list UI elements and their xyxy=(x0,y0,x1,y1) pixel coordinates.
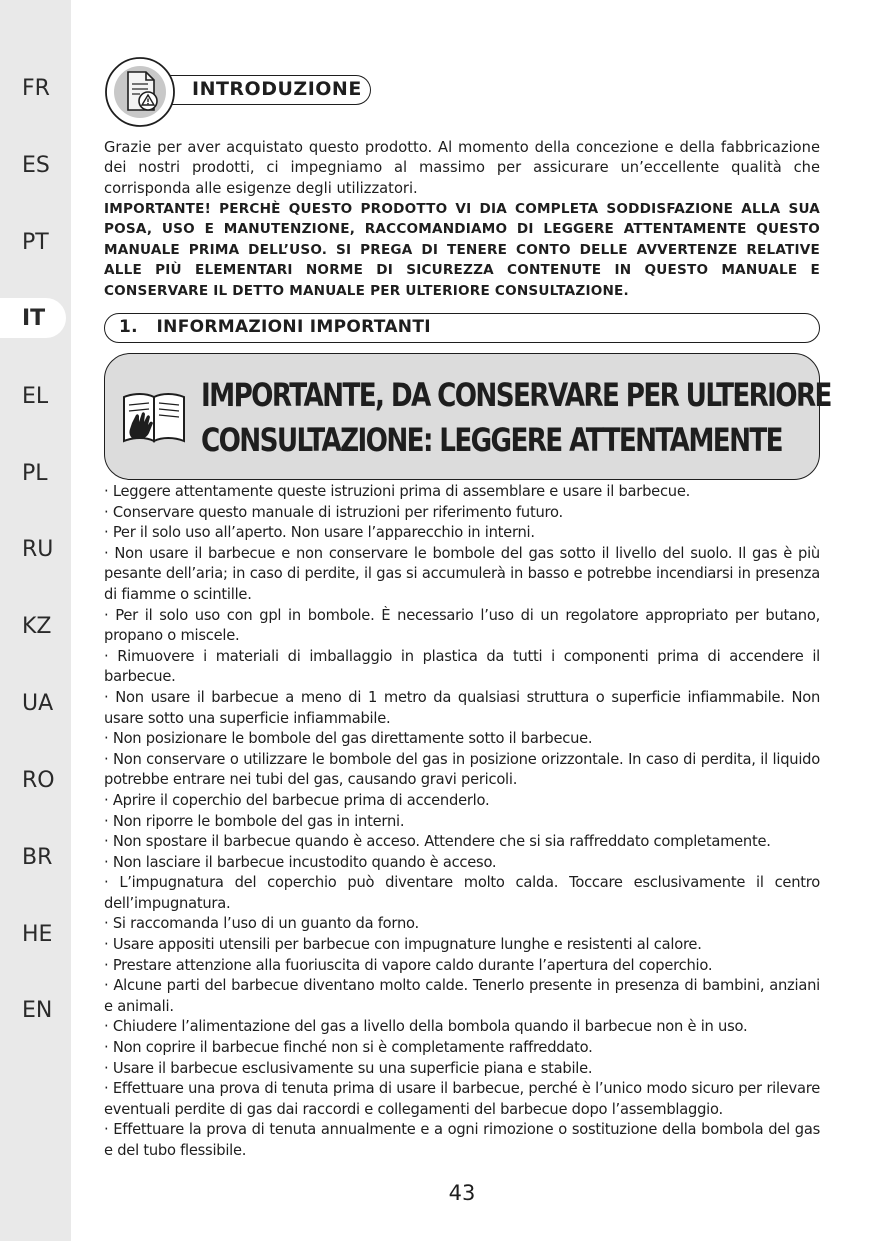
list-item: · Alcune parti del barbecue diventano molto calde. Tenerlo presente in presenza di bambini, anziani e animali. xyxy=(104,977,820,1015)
list-item: · Effettuare una prova di tenuta prima di usare il barbecue, perché è l’unico modo sicuro per rilevare eventuali perdite di gas dai raccordi e collegamenti del barbecue dopo l’assemblaggio. xyxy=(104,1080,820,1118)
document-warning-icon xyxy=(104,56,176,128)
lang-tab-kz[interactable]: KZ xyxy=(22,613,52,639)
list-item: · Effettuare la prova di tenuta annualmente e a ogni rimozione o sostituzione della bombola del gas e del tubo flessibile. xyxy=(104,1121,820,1159)
lang-tab-it[interactable]: IT xyxy=(0,298,66,338)
list-item: · Leggere attentamente queste istruzioni prima di assemblare e usare il barbecue. xyxy=(104,483,691,500)
list-item: · Usare il barbecue esclusivamente su una superficie piana e stabile. xyxy=(104,1059,593,1077)
list-item: · Usare appositi utensili per barbecue con impugnature lunghe e resistenti al calore. xyxy=(104,936,702,954)
list-item: · Non lasciare il barbecue incustodito quando è acceso. xyxy=(104,853,497,871)
list-item: · Conservare questo manuale di istruzioni per riferimento futuro. xyxy=(104,503,563,521)
page-number: 43 xyxy=(448,1181,476,1205)
lang-tab-pt[interactable]: PT xyxy=(22,229,49,255)
warning-line-1: IMPORTANTE, DA CONSERVARE PER ULTERIORE xyxy=(201,376,831,414)
list-item: · Non usare il barbecue e non conservare le bombole del gas sotto il livello del suolo. Il gas è più pesante dell’aria; in caso di perdite, il gas si accumulerà in basso e potrebbe incendiarsi in presenza di fiamme o scintille. xyxy=(104,544,820,603)
intro-important-notice: IMPORTANTE! PERCHÈ QUESTO PRODOTTO VI DIA COMPLETA SODDISFAZIONE ALLA SUA POSA, USO E MANUTENZIONE, RACCOMANDIAMO DI LEGGERE ATTENTAMENTE QUESTO MANUALE PRIMA DELL’USO. SI PREGA DI TENERE CONTO DELLE AVVERTENZE RELATIVE ALLE PIÙ ELEMENTARI NORME DI SICUREZZA CONTENUTE IN QUESTO MANUALE E CONSERVARE IL DETTO MANUALE PER ULTERIORE CONSULTAZIONE. xyxy=(104,201,820,299)
list-item: · Aprire il coperchio del barbecue prima di accenderlo. xyxy=(104,791,490,809)
lang-tab-ua[interactable]: UA xyxy=(22,690,54,716)
warning-line-2: CONSULTAZIONE: LEGGERE ATTENTAMENTE xyxy=(201,421,782,459)
lang-tab-ru[interactable]: RU xyxy=(22,536,54,562)
lang-tab-en[interactable]: EN xyxy=(22,997,53,1023)
list-item: · Prestare attenzione alla fuoriuscita di vapore caldo durante l’apertura del coperchio. xyxy=(104,956,713,974)
lang-tab-he[interactable]: HE xyxy=(22,921,53,947)
lang-tab-pl[interactable]: PL xyxy=(22,460,48,486)
lang-tab-ro[interactable]: RO xyxy=(22,767,55,793)
list-item: · Per il solo uso con gpl in bombole. È necessario l’uso di un regolatore appropriato per butano, propano o miscele. xyxy=(104,606,820,645)
list-item: · Chiudere l’alimentazione del gas a livello della bombola quando il barbecue non è in uso. xyxy=(104,1018,748,1036)
language-sidebar xyxy=(0,0,71,1241)
list-item: · Rimuovere i materiali di imballaggio in plastica da tutti i componenti prima di accendere il barbecue. xyxy=(104,647,820,686)
list-item: · Non coprire il barbecue finché non si è completamente raffreddato. xyxy=(104,1039,593,1057)
list-item: · Non spostare il barbecue quando è acceso. Attendere che si sia raffreddato completamente. xyxy=(104,833,771,851)
lang-tab-el[interactable]: EL xyxy=(22,383,49,409)
lang-tab-es[interactable]: ES xyxy=(22,152,50,178)
safety-instructions-list xyxy=(104,482,820,1162)
lang-tab-br[interactable]: BR xyxy=(22,844,53,870)
warning-box xyxy=(104,353,820,480)
lang-tab-fr[interactable]: FR xyxy=(22,75,50,101)
intro-paragraph: Grazie per aver acquistato questo prodotto. Al momento della concezione e della fabbricazione dei nostri prodotti, ci impegniamo al massimo per assicurare un’eccellente qualità che corrisponda alle esigenze degli utilizzatori. xyxy=(104,139,820,197)
list-item: · Non riporre le bombole del gas in interni. xyxy=(104,812,405,830)
list-item: · Non usare il barbecue a meno di 1 metro da qualsiasi struttura o superficie infiammabile. Non usare sotto una superficie infiammabile. xyxy=(104,688,820,727)
list-item: · Non conservare o utilizzare le bombole del gas in posizione orizzontale. In caso di perdita, il liquido potrebbe entrare nei tubi del gas, causando gravi pericoli. xyxy=(104,750,820,789)
list-item: · L’impugnatura del coperchio può diventare molto calda. Toccare esclusivamente il centro dell’impugnatura. xyxy=(104,874,820,912)
section-heading: 1. INFORMAZIONI IMPORTANTI xyxy=(119,317,431,337)
read-manual-icon xyxy=(118,383,190,455)
list-item: · Per il solo uso all’aperto. Non usare l’apparecchio in interni. xyxy=(104,524,535,542)
list-item: · Si raccomanda l’uso di un guanto da forno. xyxy=(104,915,419,933)
list-item: · Non posizionare le bombole del gas direttamente sotto il barbecue. xyxy=(104,730,593,748)
intro-title: INTRODUZIONE xyxy=(192,78,362,100)
